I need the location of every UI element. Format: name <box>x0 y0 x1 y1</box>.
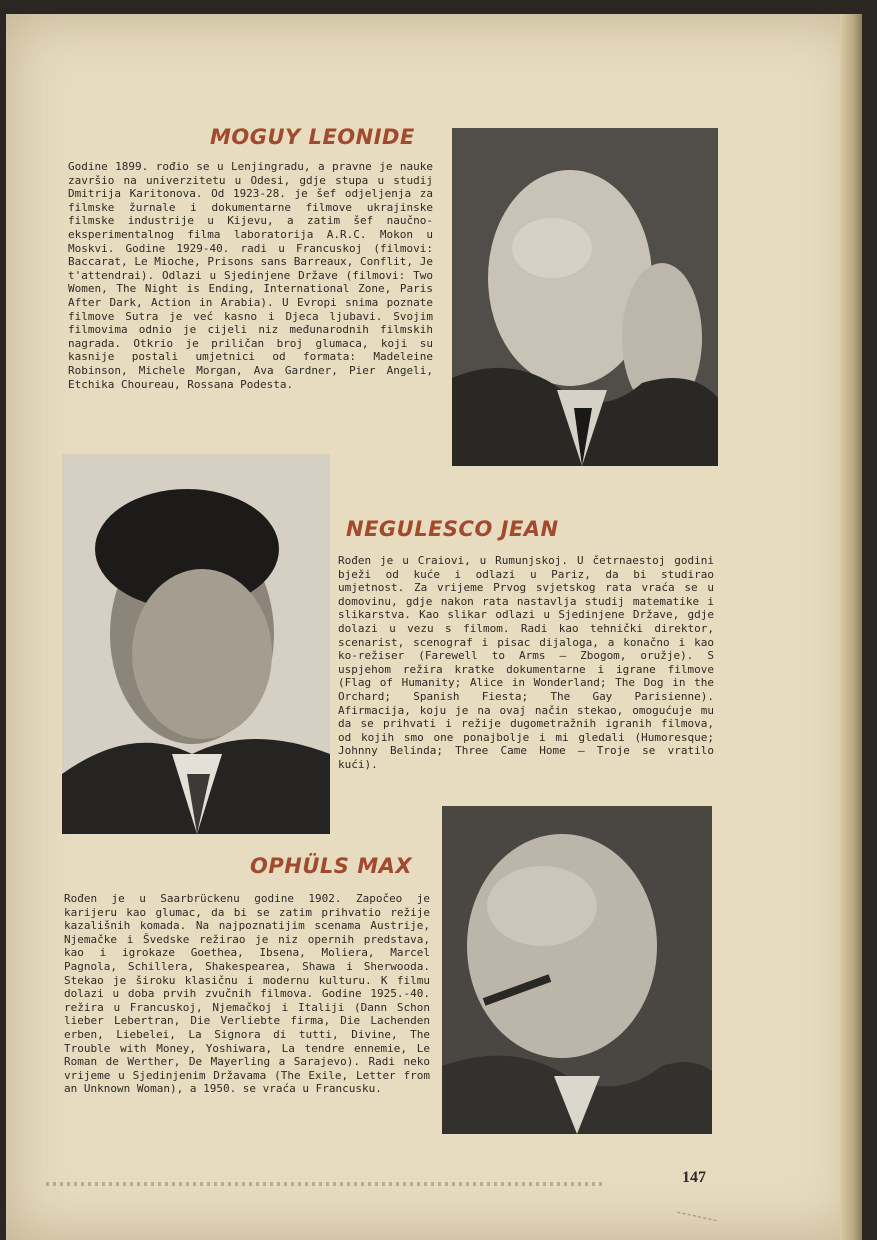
pencil-mark <box>677 1202 718 1221</box>
entry-text-ophuls: Rođen je u Saarbrückenu godine 1902. Započeo je karijeru kao glumac, da bi se zatim prihvatio režije kazališnih komada. Na najpoznatijim scenama Austrije, Njemačke i Švedske režirao je niz opernih predstava, kao i igrokaze Goethea, Ibsena, Moliera, Marcel Pagnola, Schillera, Shakespearea, Shawa i Sherwooda. Stekao je široku klasičnu i modernu kulturu. K filmu dolazi u doba prvih zvučnih filmova. Godine 1925.-40. režira u Francuskoj, Njemačkoj i Italiji (Dann Schon lieber Lebertran, Die Verliebte firma, Die Lachenden erben, Liebelei, La Signora di tutti, Divine, The Trouble with Money, Yoshiwara, La tendre ennemie, Le Roman de Werther, De Mayerling a Sarajevo). Radi neko vrijeme u Sjedinjenim Državama (The Exile, Letter from an Unknown Woman), a 1950. se vraća u Francusku. <box>64 892 430 1096</box>
book-page <box>6 14 862 1240</box>
print-smudge <box>46 1182 606 1186</box>
entry-text-moguy: Godine 1899. rođio se u Lenjingradu, a pravne je nauke završio na univerzitetu u Odesi, gdje stupa u studij Dmitrija Karitonova. Od 1923-28. je šef odjeljenja za filmske žurnale i dokumentarne filmove ukrajinske filmske industrije u Kijevu, a zatim šef naučno-eksperimentalnog filma laboratorija A.R.C. Mokon u Moskvi. Godine 1929-40. radi u Francuskoj (filmovi: Baccarat, Le Mioche, Prisons sans Barreaux, Conflit, Je t'attendrai). Odlazi u Sjedinjene Države (filmovi: Two Women, The Night is Ending, International Zone, Paris After Dark, Action in Arabia). U Evropi snima poznate filmove Sutra je već kasno i Djeca ljubavi. Svojim filmovima odnio je cijeli niz međunarodnih filmskih nagrada. Otkrio je priličan broj glumaca, koji su kasnije postali umjetnici od formata: Madeleine Robinson, Michele Morgan, Ava Gardner, Pier Angeli, Etchika Choureau, Rossana Podesta. <box>68 160 433 391</box>
entry-title-negulesco: NEGULESCO JEAN <box>346 517 559 541</box>
book-spine <box>840 14 862 1240</box>
entry-title-moguy: MOGUY LEONIDE <box>210 125 415 149</box>
portrait-photo-ophuls <box>442 806 712 1134</box>
portrait-photo-negulesco <box>62 454 330 834</box>
portrait-photo-moguy <box>452 128 718 466</box>
entry-title-ophuls: OPHÜLS MAX <box>250 854 413 878</box>
page-number: 147 <box>682 1169 706 1186</box>
entry-text-negulesco: Rođen je u Craiovi, u Rumunjskoj. U četrnaestoj godini bježi od kuće i odlazi u Pariz, da bi studirao umjetnost. Za vrijeme Prvog svjetskog rata vraća se u domovinu, gdje nakon rata nastavlja studij matematike i slikarstva. Kao slikar odlazi u Sjedinjene Države, gdje dolazi u vezu s filmom. Radi kao tehnički direktor, scenarist, scenograf i pisac dijaloga, a konačno i kao ko-režiser (Farewell to Arms — Zbogom, oružje). S uspjehom režira kratke dokumentarne i igrane filmove (Flag of Humanity; Alice in Wonderland; The Dog in the Orchard; Spanish Fiesta; The Gay Parisienne). Afirmacija, koju je na ovaj način stekao, omogućuje mu da se prihvati i režije dugometražnih igranih filmova, od kojih smo one ponajbolje i mi gledali (Humoresque; Johnny Belinda; Three Came Home — Troje se vratilo kući). <box>338 554 714 771</box>
